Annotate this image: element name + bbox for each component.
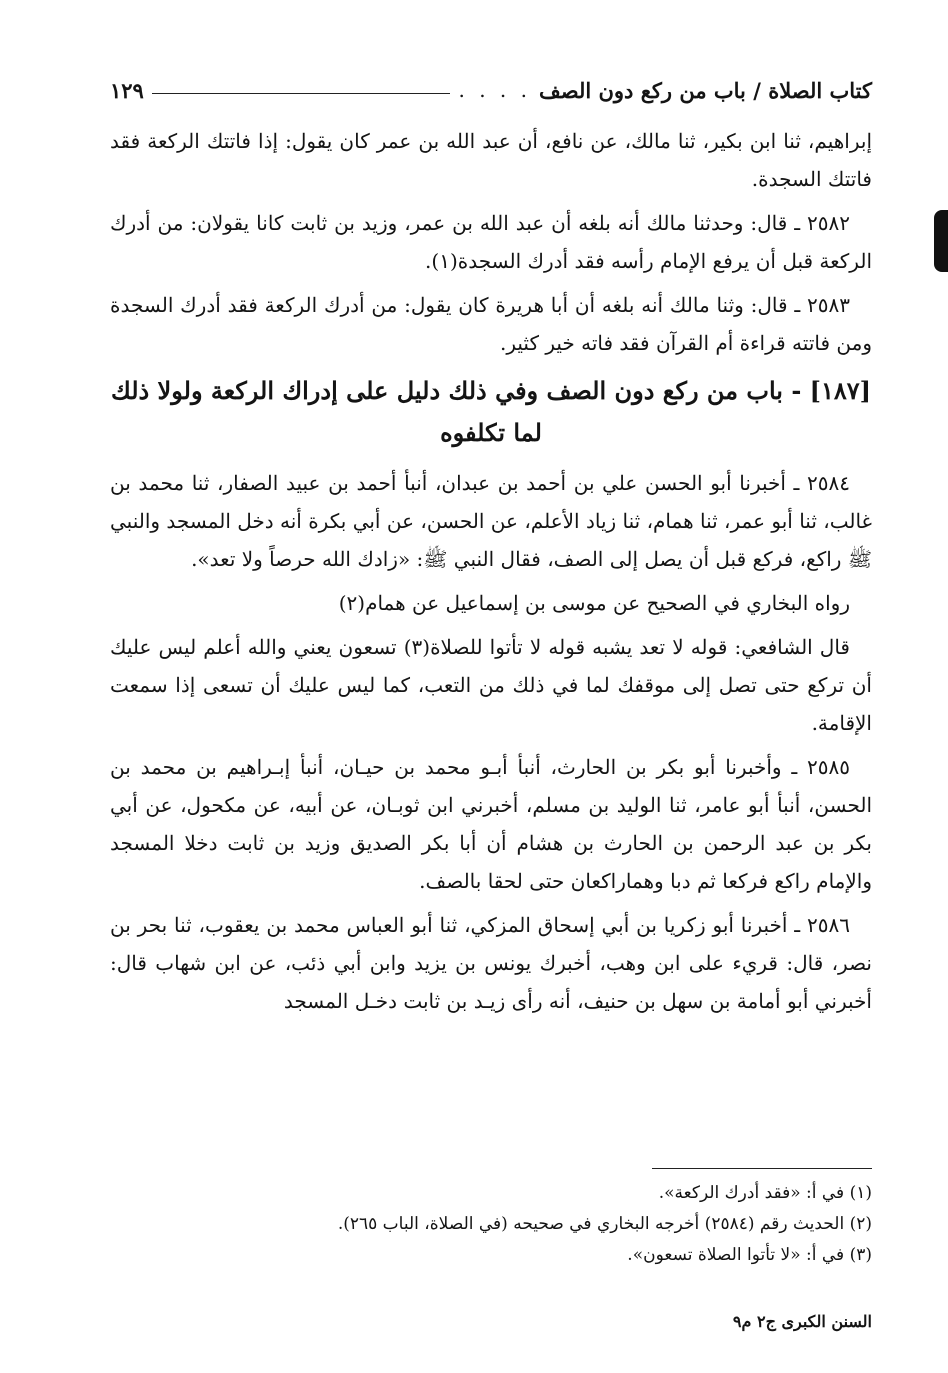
paragraph-2585: ٢٥٨٥ ـ وأخبرنا أبو بكر بن الحارث، أنبأ أبـو محمد بن حيـان، أنبأ إبـراهيم بن محمد بن الحسن، أنبأ أبو عامر، ثنا الوليد بن مسلم، أخبرني ابن ثوبـان، عن أبيه، عن مكحول، عن أبي بكر بن عبد الرحمن بن الحارث بن هشام أن أبا بكر الصديق وزيد بن ثابت دخلا المسجد والإمام راكع فركعا ثم دبا وهماراكعان حتى لحقا بالصف. <box>110 755 872 893</box>
page-edge-tab <box>934 210 948 272</box>
body-text <box>110 122 872 1020</box>
running-header <box>110 70 872 110</box>
footnote-1: (١) في أ: «فقد أدرك الركعة». <box>658 1183 872 1203</box>
footnote-rule <box>652 1168 872 1169</box>
footnotes <box>110 1178 872 1271</box>
paragraph-2586: ٢٥٨٦ ـ أخبرنا أبو زكريا بن أبي إسحاق المزكي، ثنا أبو العباس محمد بن يعقوب، ثنا بحر بن نصر، قال: قريء على ابن وهب، أخبرك يونس بن يزيد وابن أبي ذئب، عن ابن شهاب قال: أخبرني أبو أمامة بن سهل بن حنيف، أنه رأى زيـد بن ثابت دخـل المسجد <box>110 913 872 1013</box>
paragraph-bukhari-note: رواه البخاري في الصحيح عن موسى بن إسماعيل عن همام(٢) <box>338 591 850 615</box>
paragraph-shafii: قال الشافعي: قوله لا تعد يشبه قوله لا تأتوا للصلاة(٣) تسعون يعني والله أعلم ليس عليك أن تركع حتى تصل إلى موقفك لما في ذلك من التعب، كما ليس عليك أن تسعى إذا سمعت الإقامة. <box>110 635 872 735</box>
header-rule <box>152 93 451 94</box>
header-dots: . . . . <box>458 78 531 102</box>
header-title: كتاب الصلاة / باب من ركع دون الصف <box>539 77 872 103</box>
footnote-2: (٢) الحديث رقم (٢٥٨٤) أخرجه البخاري في صحيحه (في الصلاة، الباب ٢٦٥). <box>337 1214 872 1234</box>
footnote-3: (٣) في أ: «لا تأتوا الصلاة تسعون». <box>627 1245 872 1265</box>
document-page <box>110 70 872 1331</box>
paragraph-2583: ٢٥٨٣ ـ قال: وثنا مالك أنه بلغه أن أبا هريرة كان يقول: من أدرك الركعة فقد أدرك السجدة ومن فاتته قراءة أم القرآن فقد فاته خير كثير. <box>110 293 872 355</box>
paragraph-2584: ٢٥٨٤ ـ أخبرنا أبو الحسن علي بن أحمد بن عبدان، أنبأ أحمد بن عبيد الصفار، ثنا محمد بن غالب، ثنا أبو عمر، ثنا همام، ثنا زياد الأعلم، عن الحسن، عن أبي بكرة أنه دخل المسجد والنبي ﷺ راكع، فركع قبل أن يصل إلى الصف، فقال النبي ﷺ: «زادك الله حرصاً ولا تعد». <box>110 471 872 571</box>
paragraph-continuation: إبراهيم، ثنا ابن بكير، ثنا مالك، عن نافع، أن عبد الله بن عمر كان يقول: إذا فاتتك الركعة فقد فاتتك السجدة. <box>110 129 872 191</box>
page-number: ١٢٩ <box>110 77 144 103</box>
paragraph-2582: ٢٥٨٢ ـ قال: وحدثنا مالك أنه بلغه أن عبد الله بن عمر، وزيد بن ثابت كانا يقولان: من أدرك الركعة قبل أن يرفع الإمام رأسه فقد أدرك السجدة(١). <box>110 211 872 273</box>
chapter-heading: [١٨٧] - باب من ركع دون الصف وفي ذلك دليل على إدراك الركعة ولولا ذلك لما تكلفوه <box>110 376 872 447</box>
printer-signature: السنن الكبرى ج٢ م٩ <box>732 1312 872 1331</box>
